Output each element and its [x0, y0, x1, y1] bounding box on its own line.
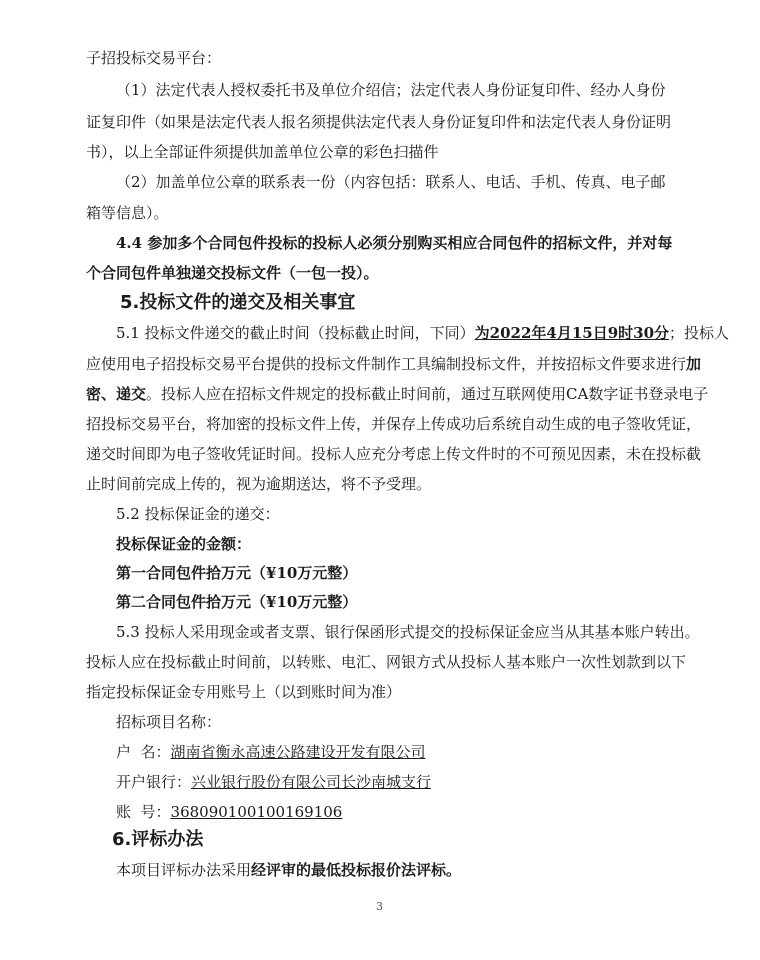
text-span-bold: 密、递交 — [86, 385, 147, 403]
bank-value: 兴业银行股份有限公司长沙南城支行 — [191, 773, 432, 791]
bank-label: 开户银行： — [116, 773, 192, 791]
text-line — [116, 772, 431, 792]
text-line: 书），以上全部证件须提供加盖单位公章的彩色扫描件 — [86, 143, 439, 161]
text-line: 证复印件（如果是法定代表人报名须提供法定代表人身份证复印件和法定代表人身份证明 — [86, 113, 672, 131]
text-span-bold: 加 — [686, 355, 702, 373]
account-name-value: 湖南省衡永高速公路建设开发有限公司 — [170, 743, 426, 761]
account-number-value: 368090100100169106 — [170, 803, 343, 821]
text-line-bold: 第一合同包件拾万元（¥10万元整） — [116, 564, 358, 582]
text-line: （1）法定代表人授权委托书及单位介绍信；法定代表人身份证复印件、经办人身份 — [116, 81, 666, 99]
page-number: 3 — [376, 900, 383, 913]
section-heading-5: 5.投标文件的递交及相关事宜 — [120, 292, 356, 313]
text-line-bold: 投标保证金的金额： — [116, 535, 252, 553]
account-name-label: 户 名： — [116, 743, 171, 761]
text-line-bold: 个合同包件单独递交投标文件（一包一投）。 — [86, 264, 379, 282]
text-line: 投标人应在投标截止时间前，以转账、电汇、网银方式从投标人基本账户一次性划款到以下 — [86, 653, 687, 671]
text-span: ；投标人 — [669, 324, 730, 342]
text-span: 5.1 投标文件递交的截止时间（投标截止时间，下同） — [116, 324, 475, 342]
text-line: 箱等信息）。 — [86, 204, 169, 222]
text-line: 止时间前完成上传的，视为逾期送达，将不予受理。 — [86, 475, 432, 493]
text-line: 招投标交易平台，将加密的投标文件上传，并保存上传成功后系统自动生成的电子签收凭证， — [86, 415, 702, 433]
text-line — [86, 354, 701, 374]
text-line: 招标项目名称： — [116, 713, 222, 731]
account-number-label: 账 号： — [116, 803, 171, 821]
text-line: 子招投标交易平台： — [86, 49, 222, 67]
text-line: （2）加盖单位公章的联系表一份（内容包括：联系人、电话、手机、传真、电子邮 — [116, 173, 666, 191]
section-heading-6: 6.评标办法 — [112, 829, 204, 850]
text-line — [116, 323, 729, 343]
text-span-bold: 经评审的最低投标报价法评标。 — [251, 861, 462, 879]
text-line — [116, 802, 368, 822]
text-span: 应使用电子招投标交易平台提供的投标文件制作工具编制投标文件，并按招标文件要求进行 — [86, 355, 687, 373]
text-line-bold: 4.4 参加多个合同包件投标的投标人必须分别购买相应合同包件的招标文件，并对每 — [116, 234, 673, 252]
text-line — [116, 860, 461, 880]
text-line: 5.3 投标人采用现金或者支票、银行保函形式提交的投标保证金应当从其基本账户转出。 — [116, 623, 700, 641]
text-line — [116, 742, 426, 762]
text-line: 指定投标保证金专用账号上（以到账时间为准） — [86, 683, 402, 701]
deadline-text: 为2022年4月15日9时30分 — [474, 324, 670, 342]
text-line: 5.2 投标保证金的递交： — [116, 505, 280, 523]
text-line — [86, 384, 708, 404]
text-span: 。投标人应在招标文件规定的投标截止时间前，通过互联网使用CA数字证书登录电子 — [146, 385, 709, 403]
text-line-bold: 第二合同包件拾万元（¥10万元整） — [116, 593, 358, 611]
text-span: 本项目评标办法采用 — [116, 861, 252, 879]
text-line: 递交时间即为电子签收凭证时间。投标人应充分考虑上传文件时的不可预见因素，未在投标截 — [86, 445, 702, 463]
